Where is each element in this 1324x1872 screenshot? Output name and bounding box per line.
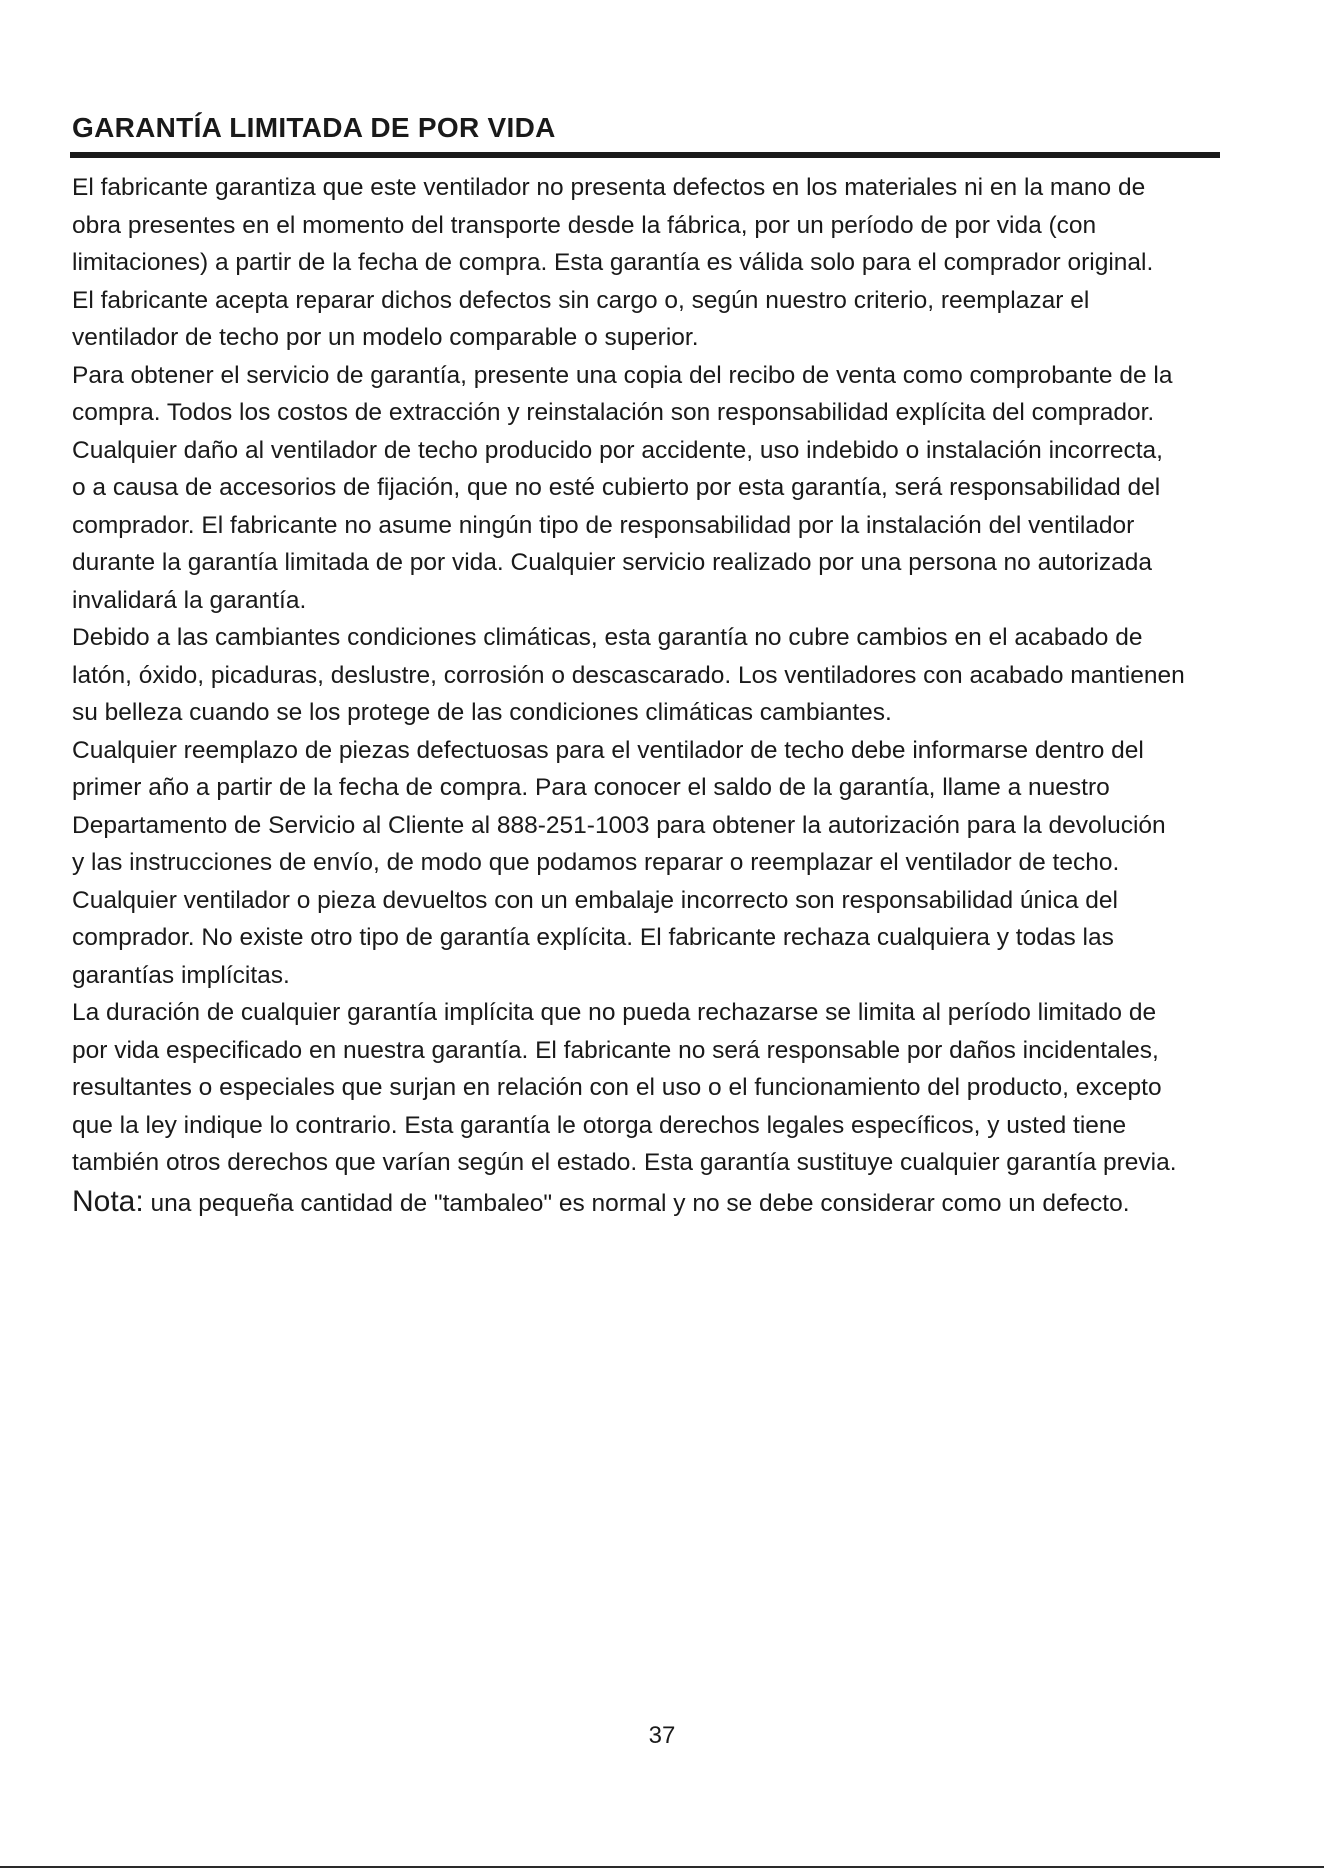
text-line: durante la garantía limitada de por vida. Cualquier servicio realizado por una persona no autorizada — [72, 549, 1153, 576]
text-line: su belleza cuando se los protege de las condiciones climáticas cambiantes. — [72, 699, 892, 726]
text-line: y las instrucciones de envío, de modo que podamos reparar o reemplazar el ventilador de techo. — [72, 849, 1120, 876]
text-line: El fabricante acepta reparar dichos defectos sin cargo o, según nuestro criterio, reemplazar el — [72, 286, 1090, 314]
text-line: Cualquier ventilador o pieza devueltos con un embalaje incorrecto son responsabilidad única del — [72, 886, 1118, 914]
text-line: invalidará la garantía. — [72, 586, 307, 614]
text-line: obra presentes en el momento del transporte desde la fábrica, por un período de por vida (con — [72, 211, 1097, 239]
title-underline — [70, 152, 1220, 158]
text-line: también otros derechos que varían según el estado. Esta garantía sustituye cualquier garantía previa. — [72, 1149, 1177, 1176]
note-label: Nota: — [72, 1184, 144, 1218]
text-line: compra. Todos los costos de extracción y reinstalación son responsabilidad explícita del comprador. — [72, 399, 1155, 426]
text-line: Departamento de Servicio al Cliente al 888-251-1003 para obtener la autorización para la devolución — [72, 811, 1166, 839]
text-line: garantías implícitas. — [72, 961, 290, 989]
text-line: comprador. No existe otro tipo de garantía explícita. El fabricante rechaza cualquiera y todas las — [72, 924, 1114, 951]
text-line: por vida especificado en nuestra garantía. El fabricante no será responsable por daños incidentales, — [72, 1036, 1159, 1064]
text-line: Para obtener el servicio de garantía, presente una copia del recibo de venta como comprobante de la — [72, 361, 1173, 389]
text-line: primer año a partir de la fecha de compra. Para conocer el saldo de la garantía, llame a nuestro — [72, 774, 1110, 801]
text-line: limitaciones) a partir de la fecha de compra. Esta garantía es válida solo para el comprador original. — [72, 249, 1154, 276]
text-line: Cualquier daño al ventilador de techo producido por accidente, uso indebido o instalación incorrecta, — [72, 436, 1163, 464]
text-line: o a causa de accesorios de fijación, que no esté cubierto por esta garantía, será responsabilidad del — [72, 474, 1161, 501]
text-line: latón, óxido, picaduras, deslustre, corrosión o descascarado. Los ventiladores con acabado mantienen — [72, 661, 1185, 689]
text-line: ventilador de techo por un modelo comparable o superior. — [72, 324, 699, 351]
page-bottom-edge — [0, 1866, 1324, 1868]
text-line: comprador. El fabricante no asume ningún tipo de responsabilidad por la instalación del ventilador — [72, 511, 1135, 539]
note-line — [72, 1182, 1292, 1224]
text-line: Cualquier reemplazo de piezas defectuosas para el ventilador de techo debe informarse dentro del — [72, 736, 1144, 764]
text-line: La duración de cualquier garantía implícita que no pueda rechazarse se limita al período limitado de — [72, 999, 1157, 1026]
note-text: una pequeña cantidad de "tambaleo" es normal y no se debe considerar como un defecto. — [143, 1189, 1130, 1217]
text-line: Debido a las cambiantes condiciones climáticas, esta garantía no cubre cambios en el acabado de — [72, 624, 1143, 651]
page-title: GARANTÍA LIMITADA DE POR VIDA — [72, 112, 556, 143]
text-line: que la ley indique lo contrario. Esta garantía le otorga derechos legales específicos, y usted tiene — [72, 1111, 1127, 1139]
warranty-text — [72, 169, 1292, 1224]
text-line: El fabricante garantiza que este ventilador no presenta defectos en los materiales ni en la mano de — [72, 174, 1146, 201]
page-number: 37 — [648, 1722, 676, 1749]
text-line: resultantes o especiales que surjan en relación con el uso o el funcionamiento del producto, excepto — [72, 1074, 1162, 1101]
